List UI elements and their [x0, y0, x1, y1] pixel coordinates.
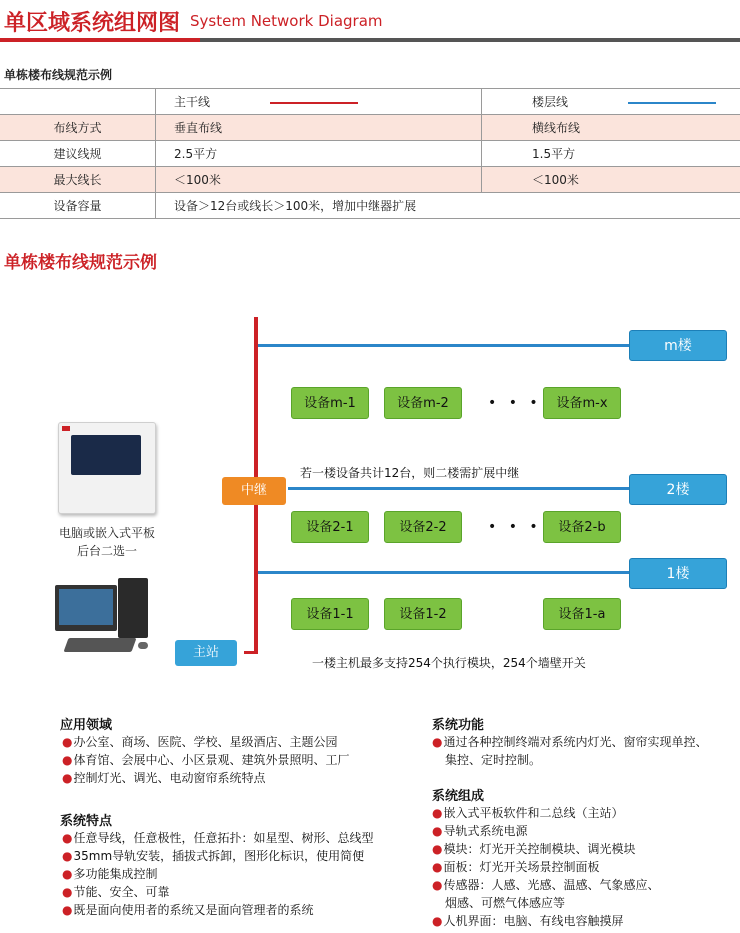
table-header-floor: [482, 89, 740, 115]
floor-label: 楼层线: [532, 95, 569, 109]
wiring-spec-table: [0, 88, 740, 219]
list-item-text: 多功能集成控制: [73, 867, 158, 881]
bullet-icon: ●: [432, 914, 443, 928]
page-title: 单区域系统组网图: [4, 11, 181, 36]
device-box: 设备2-b: [543, 511, 621, 543]
list-item-text: 控制灯光、调光、电动窗帘系统特点: [73, 771, 266, 785]
device-box: 设备1-1: [291, 598, 369, 630]
device-box: 设备1-2: [384, 598, 462, 630]
list-item-text: 传感器：人感、光感、温感、气象感应、: [443, 878, 660, 892]
device-box: 设备1-a: [543, 598, 621, 630]
panel-screen: [71, 435, 141, 475]
list-item: [432, 912, 660, 930]
list-item: [62, 883, 374, 901]
bullet-icon: ●: [432, 860, 443, 874]
row-floor: 横线布线: [482, 115, 740, 141]
table-row: [0, 193, 740, 219]
floor-line-2: [288, 487, 630, 490]
floor-box-m: m楼: [629, 330, 727, 361]
row-label: 最大线长: [0, 167, 156, 193]
page-title-en: System Network Diagram: [190, 12, 383, 30]
panel-logo-icon: [62, 426, 70, 431]
bullet-icon: ●: [62, 735, 73, 749]
ellipsis: • • •: [488, 395, 542, 411]
bullet-icon: ●: [62, 885, 73, 899]
keyboard-icon: [63, 638, 136, 652]
table-title: 单栋楼布线规范示例: [4, 68, 113, 82]
bullet-icon: ●: [432, 878, 443, 892]
device-box: 设备2-2: [384, 511, 462, 543]
list-item-text: 模块：灯光开关控制模块、调光模块: [443, 842, 636, 856]
monitor-icon: [55, 585, 117, 631]
features-list: [62, 829, 374, 919]
list-item: [432, 840, 660, 858]
bullet-icon: ●: [62, 753, 73, 767]
composition-title: 系统组成: [432, 789, 485, 804]
bullet-icon: ●: [432, 824, 443, 838]
floor-line-1: [258, 571, 630, 574]
device-box: 设备m-2: [384, 387, 462, 419]
list-item-text: 嵌入式平板软件和二总线（主站）: [443, 806, 624, 820]
device-box: 设备m-x: [543, 387, 621, 419]
functions-line2: 集控、定时控制。: [445, 753, 542, 767]
list-item: [432, 858, 660, 876]
row-trunk: 垂直布线: [156, 115, 482, 141]
functions-line1-text: 通过各种控制终端对系统内灯光、窗帘实现单控、: [443, 735, 708, 749]
bullet-icon: ●: [62, 771, 73, 785]
pc-tower-icon: [118, 578, 148, 638]
row-floor: 1.5平方: [482, 141, 740, 167]
mouse-icon: [138, 642, 148, 649]
row-trunk: ＜100米: [156, 167, 482, 193]
list-item: [62, 847, 374, 865]
trunk-label: 主干线: [174, 95, 211, 109]
master-note: 一楼主机最多支持254个执行模块，254个墙壁开关: [312, 656, 586, 670]
floor-box-1: 1楼: [629, 558, 727, 589]
bullet-icon: ●: [62, 903, 73, 917]
list-item-text: 面板：灯光开关场景控制面板: [443, 860, 600, 874]
row-capacity-value: 设备＞12台或线长＞100米，增加中继器扩展: [156, 193, 740, 219]
list-item: [62, 829, 374, 847]
list-item: [62, 733, 350, 751]
list-item: [62, 751, 350, 769]
list-item: [432, 876, 660, 894]
list-item-continuation: 烟感、可燃气体感应等: [445, 896, 566, 910]
bullet-icon: ●: [432, 842, 443, 856]
relay-note: 若一楼设备共计12台，则二楼需扩展中继: [300, 466, 520, 480]
relay-box: 中继: [222, 477, 286, 505]
application-title: 应用领域: [60, 718, 113, 733]
table-header-empty: [0, 89, 156, 115]
list-item: [432, 822, 660, 840]
tablet-panel-image: [58, 422, 156, 514]
diagram-title: 单栋楼布线规范示例: [4, 253, 157, 273]
bullet-icon: ●: [432, 735, 443, 749]
table-header-trunk: [156, 89, 482, 115]
list-item-text: 节能、安全、可靠: [73, 885, 170, 899]
list-item-text: 办公室、商场、医院、学校、星级酒店、主题公园: [73, 735, 338, 749]
application-list: [62, 733, 350, 787]
list-item: [62, 901, 374, 919]
table-row: [0, 141, 740, 167]
functions-line1: [432, 733, 708, 751]
row-label: 设备容量: [0, 193, 156, 219]
row-trunk: 2.5平方: [156, 141, 482, 167]
header-divider-accent: [0, 38, 200, 42]
composition-list: [432, 804, 660, 930]
list-item-text: 任意导线，任意极性，任意拓扑：如星型、树形、总线型: [73, 831, 374, 845]
bullet-icon: ●: [62, 867, 73, 881]
list-item-text: 体育馆、会展中心、小区景观、建筑外景照明、工厂: [73, 753, 350, 767]
row-label: 建议线规: [0, 141, 156, 167]
ellipsis: • • •: [488, 519, 542, 535]
functions-title: 系统功能: [432, 718, 485, 733]
trunk-legend-line: [270, 102, 358, 104]
monitor-screen: [59, 589, 113, 625]
list-item: [62, 865, 374, 883]
bullet-icon: ●: [432, 806, 443, 820]
table-row: [0, 115, 740, 141]
row-floor: ＜100米: [482, 167, 740, 193]
panel-caption-line2: 后台二选一: [76, 544, 137, 558]
floor-line-m: [258, 344, 630, 347]
list-item: [432, 804, 660, 822]
device-box: 设备2-1: [291, 511, 369, 543]
row-label: 布线方式: [0, 115, 156, 141]
list-item-text: 人机界面：电脑、有线电容触摸屏: [443, 914, 624, 928]
device-box: 设备m-1: [291, 387, 369, 419]
list-item-text: 既是面向使用者的系统又是面向管理者的系统: [73, 903, 314, 917]
table-header-row: [0, 89, 740, 115]
list-item: [62, 769, 350, 787]
features-title: 系统特点: [60, 814, 113, 829]
list-item-text: 导轨式系统电源: [443, 824, 528, 838]
list-item-text: 35mm导轨安装，插拔式拆卸，图形化标识，使用简便: [73, 849, 365, 863]
bullet-icon: ●: [62, 849, 73, 863]
floor-legend-line: [628, 102, 716, 104]
functions-text: [432, 733, 708, 769]
floor-box-2: 2楼: [629, 474, 727, 505]
trunk-feed-line: [244, 651, 258, 654]
master-station-box: 主站: [175, 640, 237, 666]
panel-caption: [48, 524, 166, 560]
panel-caption-line1: 电脑或嵌入式平板: [58, 526, 155, 540]
bullet-icon: ●: [62, 831, 73, 845]
table-row: [0, 167, 740, 193]
